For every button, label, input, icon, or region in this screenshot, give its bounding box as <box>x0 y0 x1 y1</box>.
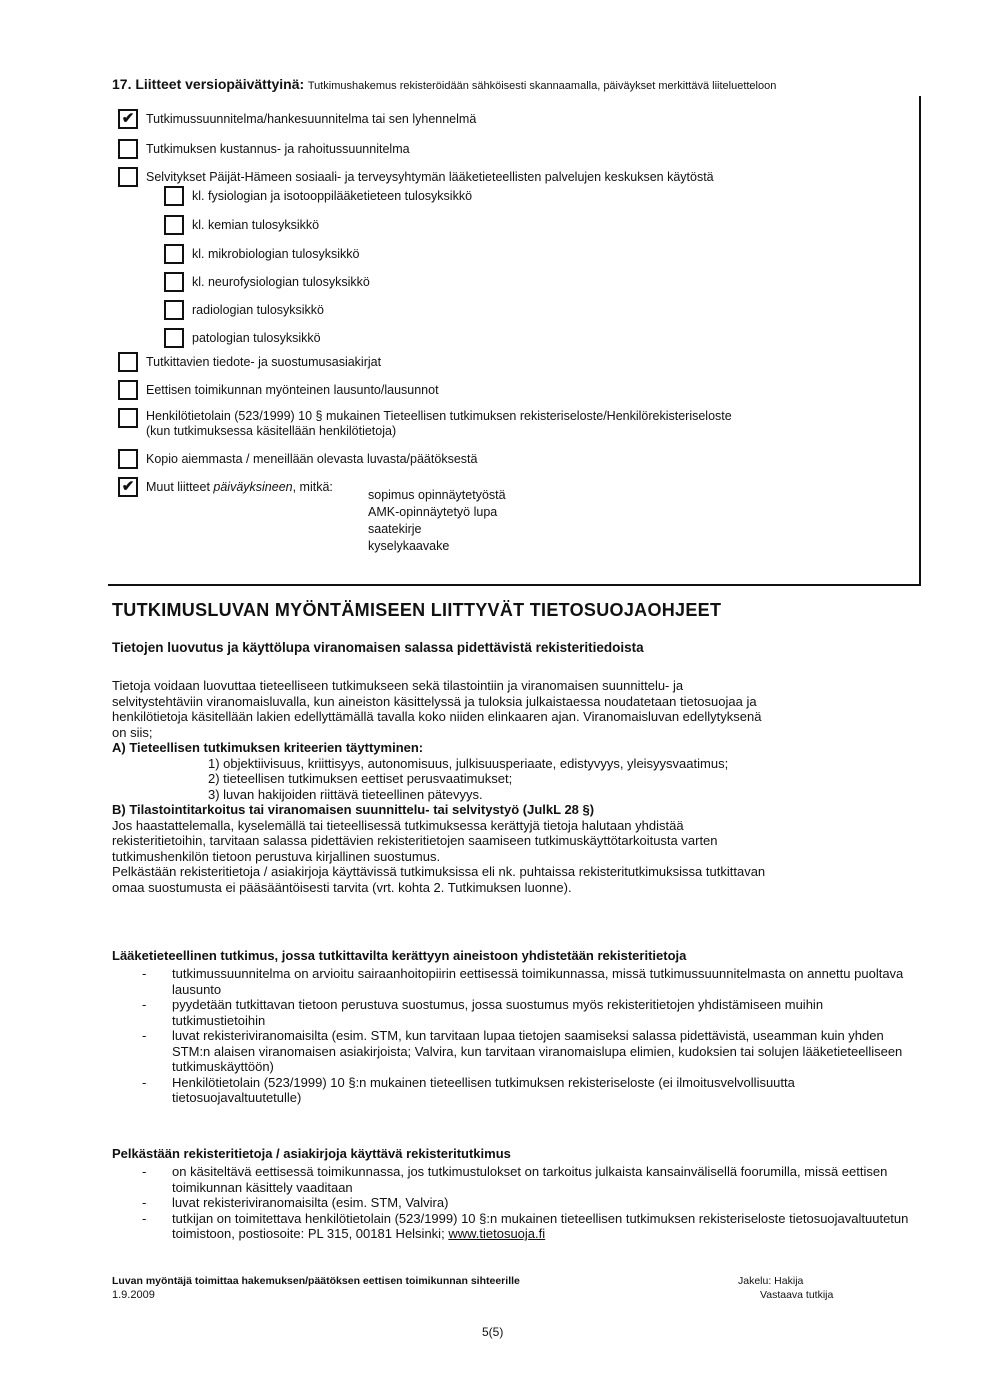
text-line: selvitystehtäviin viranomaisluvalla, kun aineiston käsittelyssä ja tuloksia julkaistaessa noudatetaan tietosuojaa ja <box>112 693 757 709</box>
attachment-label: Tutkimuksen kustannus- ja rahoitussuunnitelma <box>146 142 410 156</box>
list-item <box>112 1164 918 1195</box>
dash-bullet: - <box>142 1074 147 1090</box>
list-item-text: luvat rekisteriviranomaisilta (esim. STM, kun tarvitaan lupaa tietojen saamiseksi salassa pidettävistä, useamman kuin yhden STM:n alaisen viranomaisen asiakirjoista; Valvira, kun tarvitaan viranomaislupa elimien, kudoksien tai solujen lääketieteelliseen tutkimuskäyttöön) <box>172 1028 903 1074</box>
checkbox[interactable] <box>164 244 184 264</box>
checkbox[interactable] <box>118 408 138 428</box>
register-research-list <box>112 1164 918 1242</box>
section-17-heading <box>112 76 912 92</box>
list-item <box>112 997 918 1028</box>
guidelines-heading: TUTKIMUSLUVAN MYÖNTÄMISEEN LIITTYVÄT TIETOSUOJAOHJEET <box>112 600 722 620</box>
checkbox[interactable] <box>164 186 184 206</box>
criteria-a-item: 3) luvan hakijoiden riittävä tieteellinen pätevyys. <box>208 786 483 802</box>
list-item <box>112 1211 918 1242</box>
footer-distribution: Jakelu: Hakija <box>738 1275 804 1287</box>
attachment-label: Eettisen toimikunnan myönteinen lausunto/lausunnot <box>146 383 439 397</box>
list-item-text: Henkilötietolain (523/1999) 10 §:n mukainen tieteellisen tutkimuksen rekisteriseloste (ei ilmoitusvelvollisuutta tietosuojavaltuutetulle) <box>172 1074 795 1105</box>
page-number: 5(5) <box>482 1325 504 1339</box>
checkbox[interactable] <box>164 215 184 235</box>
text-line: rekisteritietoihin, tarvitaan salassa pidettävien rekisteritietojen saamiseen tutkimuskäyttötarkoitusta varten <box>112 833 718 848</box>
attachment-label: patologian tulosyksikkö <box>192 331 321 345</box>
medical-research-list <box>112 966 918 1106</box>
text-line: tutkimushenkilön tietoon perustuva kirjallinen suostumus. <box>112 848 441 864</box>
attachment-label: Kopio aiemmasta / meneillään olevasta luvasta/päätöksestä <box>146 452 478 466</box>
attachment-label: Tutkimussuunnitelma/hankesuunnitelma tai sen lyhennelmä <box>146 112 477 126</box>
list-item <box>112 1075 918 1106</box>
attachment-label-wrap <box>146 409 732 439</box>
attachment-label: Tutkittavien tiedote- ja suostumusasiakirjat <box>146 355 382 369</box>
footer-distribution-2: Vastaava tutkija <box>760 1289 834 1301</box>
list-item <box>112 966 918 997</box>
list-item-text: tutkijan on toimitettava henkilötietolain (523/1999) 10 §:n mukainen tieteellisen tutkimuksen rekisteriseloste tietosuojavaltuutetun toimistoon, postiosoite: PL 315, 00181 Helsinki; <box>172 1210 909 1241</box>
text-line: on siis; <box>112 724 153 740</box>
list-item-text: tutkimussuunnitelma on arvioitu sairaanhoitopiirin eettisessä toimikunnassa, missä tutkimussuunnitelmasta on annettu puoltava lausunto <box>172 966 904 997</box>
attachment-label: Selvitykset Päijät-Hämeen sosiaali- ja terveysyhtymän lääketieteellisten palvelujen keskuksen käytöstä <box>146 170 714 184</box>
tietosuoja-link[interactable]: www.tietosuoja.fi <box>448 1226 546 1241</box>
dash-bullet: - <box>142 1164 147 1179</box>
other-attachment-3: saatekirje <box>368 522 422 536</box>
other-attachment-1: sopimus opinnäytetyöstä <box>368 488 506 502</box>
section-17-note: Tutkimushakemus rekisteröidään sähköisesti skannaamalla, päiväykset merkittävä liiteluetteloon <box>307 80 777 92</box>
other-attachment-4: kyselykaavake <box>368 539 450 553</box>
section-17-title: 17. Liitteet versiopäivättyinä: <box>112 76 305 92</box>
other-attachment-2: AMK-opinnäytetyö lupa <box>368 505 498 519</box>
guidelines-subheading: Tietojen luovutus ja käyttölupa viranomaisen salassa pidettävistä rekisteritiedoista <box>112 640 644 655</box>
footer-left <box>112 1274 520 1302</box>
dash-bullet: - <box>142 966 147 981</box>
attachment-label-suffix: , mitkä: <box>292 480 333 494</box>
attachment-label-note: (kun tutkimuksessa käsitellään henkilötietoja) <box>146 424 397 438</box>
attachment-label: radiologian tulosyksikkö <box>192 303 325 317</box>
text-line: Tietoja voidaan luovuttaa tieteelliseen tutkimukseen sekä tilastointiin ja viranomaisen suunnittelu- ja <box>112 678 684 693</box>
text-line: henkilötietoja käsitellään lakien edellyttämällä tavalla koko niiden elinkaaren ajan. Viranomaisluvan edellytyksenä <box>112 709 762 724</box>
checkbox-checked[interactable]: ✔ <box>118 477 138 497</box>
dash-bullet: - <box>142 997 147 1012</box>
attachment-label: kl. neurofysiologian tulosyksikkö <box>192 275 370 289</box>
list-item <box>112 1028 918 1075</box>
footer-right <box>738 1274 833 1302</box>
text-line: Pelkästään rekisteritietoja / asiakirjoja käyttävissä tutkimuksissa eli nk. puhtaissa rekisteritutkimuksissa tutkittavan <box>112 864 766 879</box>
checkbox[interactable] <box>164 328 184 348</box>
section-heading: Pelkästään rekisteritietoja / asiakirjoja käyttävä rekisteritutkimus <box>112 1146 511 1161</box>
attachment-label: kl. mikrobiologian tulosyksikkö <box>192 247 360 261</box>
attachment-label: kl. fysiologian ja isotooppilääketieteen tulosyksikkö <box>192 189 473 203</box>
criteria-a-heading: A) Tieteellisen tutkimuksen kriteerien täyttyminen: <box>112 740 424 755</box>
checkbox[interactable] <box>118 139 138 159</box>
section-heading: Lääketieteellinen tutkimus, jossa tutkittavilta kerättyyn aineistoon yhdistetään rekisteritietoja <box>112 948 687 963</box>
criteria-b-heading: B) Tilastointitarkoitus tai viranomaisen suunnittelu- tai selvitystyö (JulkL 28 §) <box>112 802 595 817</box>
text-line: Jos haastattelemalla, kyselemällä tai tieteellisessä tutkimuksessa kerättyjä tietoja halutaan yhdistää <box>112 817 684 833</box>
checkbox[interactable] <box>118 352 138 372</box>
footer-date: 1.9.2009 <box>112 1289 155 1301</box>
list-item-text: pyydetään tutkittavan tietoon perustuva suostumus, jossa suostumus myös rekisteritietojen yhdistämiseen muihin tutkimustietoihin <box>172 997 824 1028</box>
attachment-label: kl. kemian tulosyksikkö <box>192 218 320 232</box>
checkbox[interactable] <box>118 380 138 400</box>
checkbox[interactable] <box>164 272 184 292</box>
dash-bullet: - <box>142 1028 147 1043</box>
dash-bullet: - <box>142 1210 147 1226</box>
criteria-a-item: 2) tieteellisen tutkimuksen eettiset perusvaatimukset; <box>208 771 513 786</box>
checkbox[interactable] <box>118 167 138 187</box>
criteria-a-item: 1) objektiivisuus, kriittisyys, autonomisuus, julkisuusperiaate, edistyvyys, yleisyysvaatimus; <box>208 755 729 771</box>
attachment-label-wrap <box>146 476 333 498</box>
list-item-text: luvat rekisteriviranomaisilta (esim. STM, Valvira) <box>172 1195 449 1210</box>
medical-research-heading <box>112 948 918 964</box>
register-research-heading <box>112 1146 918 1162</box>
attachment-label: Muut liitteet <box>146 480 214 494</box>
checkbox[interactable] <box>118 449 138 469</box>
checkbox-checked[interactable]: ✔ <box>118 109 138 129</box>
text-line: omaa suostumusta ei pääsääntöisesti tarvita (vrt. kohta 2. Tutkimuksen luonne). <box>112 879 572 895</box>
list-item <box>112 1195 918 1211</box>
footer-delivery-note: Luvan myöntäjä toimittaa hakemuksen/päätöksen eettisen toimikunnan sihteerille <box>112 1275 520 1287</box>
checkbox[interactable] <box>164 300 184 320</box>
dash-bullet: - <box>142 1195 147 1210</box>
attachment-label: Henkilötietolain (523/1999) 10 § mukainen Tieteellisen tutkimuksen rekisteriseloste/Henkilörekisteriseloste <box>146 409 732 423</box>
list-item-text: on käsiteltävä eettisessä toimikunnassa, jos tutkimustulokset on tarkoitus julkaista kansainvälisellä foorumilla, missä eettisen toimikunnan käsittely vaaditaan <box>172 1164 888 1195</box>
attachment-label-emphasis: päiväyksineen <box>213 480 293 494</box>
intro-paragraph <box>112 678 918 895</box>
